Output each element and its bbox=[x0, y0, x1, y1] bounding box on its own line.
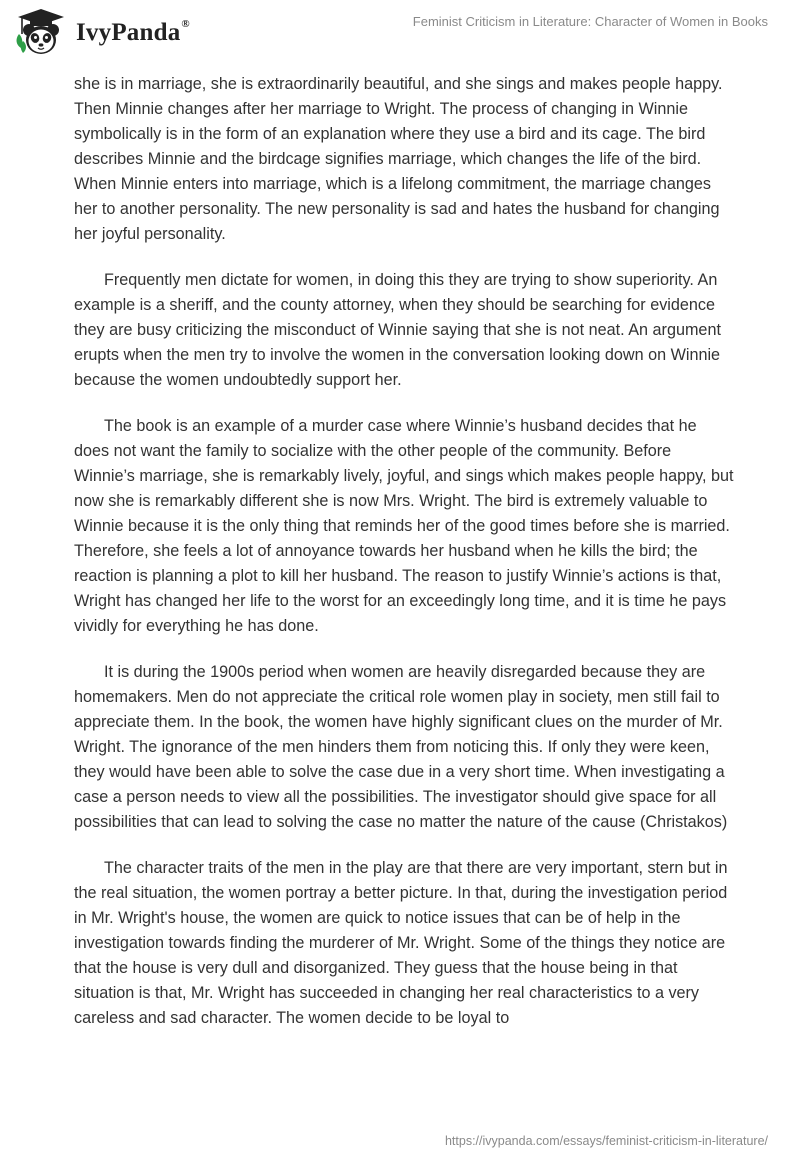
paragraph-1: she is in marriage, she is extraordinarily beautiful, and she sings and makes people happy. Then Minnie changes after her marriage to Wright. The process of changing in Winnie symbolically is in the form of an explanation where they use a bird and its cage. The bird describes Minnie and the birdcage signifies marriage, which changes the life of the bird. When Minnie enters into marriage, which is a lifelong commitment, the marriage changes her to another personality. The new personality is sad and hates the husband for changing her joyful personality. bbox=[74, 75, 723, 243]
essay-body bbox=[74, 72, 734, 1052]
panda-graduate-icon bbox=[14, 6, 68, 58]
registered-mark: ® bbox=[181, 17, 190, 30]
source-url[interactable]: https://ivypanda.com/essays/feminist-criticism-in-literature/ bbox=[444, 1134, 768, 1148]
paragraph-2: Frequently men dictate for women, in doing this they are trying to show superiority. An example is a sheriff, and the county attorney, when they should be searching for evidence they are busy criticizing the misconduct of Winnie saying that she is not neat. An argument erupts when the men try to involve the women in the conversation looking down on Winnie because the women undoubtedly support her. bbox=[74, 271, 721, 389]
document-title: Feminist Criticism in Literature: Character of Women in Books bbox=[412, 14, 768, 29]
brand-name: IvyPanda® bbox=[76, 17, 190, 46]
paragraph-4: It is during the 1900s period when women are heavily disregarded because they are homemakers. Men do not appreciate the critical role women play in society, men still fail to appreciate them. In the book, the women have highly significant clues on the murder of Mr. Wright. The ignorance of the men hinders them from noticing this. If only they were keen, they would have been able to solve the case due in a very short time. When investigating a case a person needs to view all the possibilities. The investigator should give space for all possibilities that can lead to solving the case no matter the nature of the cause (Christakos) bbox=[74, 663, 728, 831]
paragraph-3: The book is an example of a murder case where Winnie’s husband decides that he does not want the family to socialize with the other people of the community. Before Winnie’s marriage, she is remarkably lively, joyful, and sings which makes people happy, but now she is remarkably different she is now Mrs. Wright. The bird is extremely valuable to Winnie because it is the only thing that reminds her of the good times before she is married. Therefore, she feels a lot of annoyance towards her husband when he kills the bird; the reaction is planning a plot to kill her husband. The reason to justify Winnie’s actions is that, Wright has changed her life to the worst for an exceedingly long time, and it is time he pays vividly for everything he has done. bbox=[74, 417, 734, 635]
ivypanda-logo[interactable] bbox=[14, 6, 190, 58]
page-header bbox=[0, 0, 800, 70]
paragraph-5: The character traits of the men in the play are that there are very important, stern but in the real situation, the women portray a better picture. In that, during the investigation period in Mr. Wright's house, the women are quick to notice issues that can be of help in the investigation towards finding the murderer of Mr. Wright. Some of the things they notice are that the house is very dull and disorganized. They guess that the house being in that situation is that, Mr. Wright has succeeded in changing her real characteristics to a very careless and sad character. The women decide to be loyal to bbox=[74, 859, 728, 1027]
